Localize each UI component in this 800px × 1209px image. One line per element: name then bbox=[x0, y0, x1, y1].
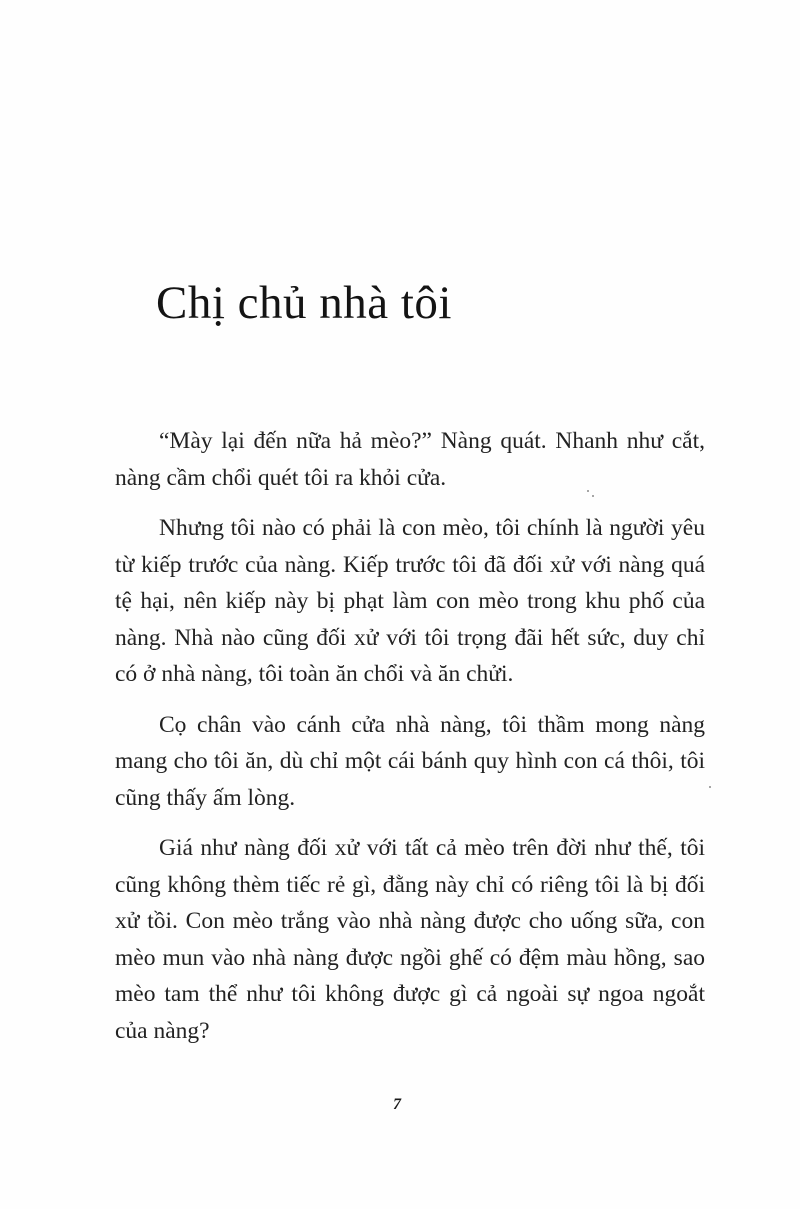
paragraph: Cọ chân vào cánh cửa nhà nàng, tôi thầm mong nàng mang cho tôi ăn, dù chỉ một cái bánh quy hình con cá thôi, tôi cũng thấy ấm lòng. bbox=[115, 711, 705, 811]
paragraph: “Mày lại đến nữa hả mèo?” Nàng quát. Nhanh như cắt, nàng cầm chổi quét tôi ra khỏi cửa. bbox=[115, 428, 705, 491]
page-number: 7 bbox=[393, 1096, 401, 1113]
chapter-body bbox=[115, 423, 705, 1049]
paragraph: Giá như nàng đối xử với tất cả mèo trên đời như thế, tôi cũng không thèm tiếc rẻ gì, đằng này chỉ có riêng tôi là bị đối xử tồi. Con mèo trắng vào nhà nàng được cho uống sữa, con mèo mun vào nhà nàng được ngồi ghế có đệm màu hồng, sao mèo tam thể như tôi không được gì cả ngoài sự ngoa ngoắt của nàng? bbox=[115, 835, 705, 1044]
scan-speck bbox=[587, 490, 589, 492]
scan-speck bbox=[592, 495, 594, 497]
chapter-title: Chị chủ nhà tôi bbox=[156, 277, 452, 329]
paragraph: Nhưng tôi nào có phải là con mèo, tôi chính là người yêu từ kiếp trước của nàng. Kiếp trước tôi đã đối xử với nàng quá tệ hại, nên kiếp này bị phạt làm con mèo trong khu phố của nàng. Nhà nào cũng đối xử với tôi trọng đãi hết sức, duy chỉ có ở nhà nàng, tôi toàn ăn chổi và ăn chửi. bbox=[115, 515, 705, 687]
scan-speck bbox=[709, 786, 711, 788]
